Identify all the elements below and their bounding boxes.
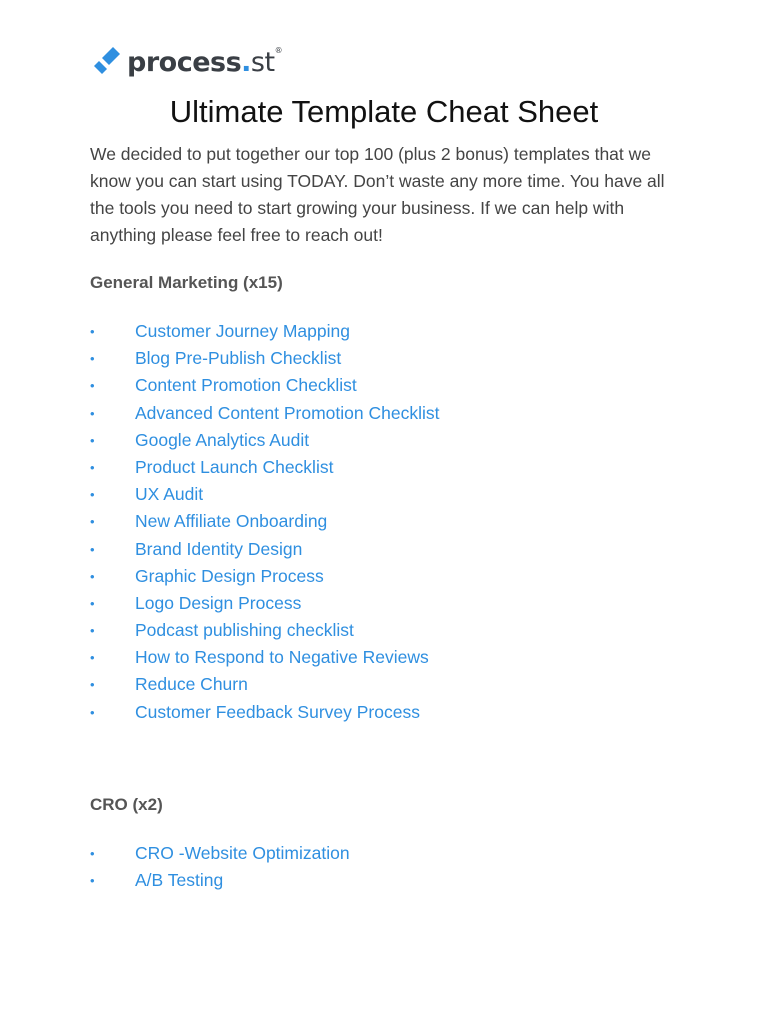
template-link[interactable]: Reduce Churn: [135, 674, 248, 695]
template-link[interactable]: Advanced Content Promotion Checklist: [135, 402, 440, 423]
template-link[interactable]: A/B Testing: [135, 870, 224, 891]
section-heading-general-marketing: General Marketing (x15): [90, 273, 283, 292]
template-link[interactable]: Graphic Design Process: [135, 565, 324, 586]
bullet-icon: •: [90, 324, 95, 339]
template-link[interactable]: Customer Feedback Survey Process: [135, 701, 420, 722]
template-link[interactable]: Google Analytics Audit: [135, 429, 310, 450]
template-link[interactable]: How to Respond to Negative Reviews: [135, 647, 429, 668]
process-st-logo[interactable]: [91, 44, 282, 80]
template-link[interactable]: Brand Identity Design: [135, 538, 303, 559]
bullet-icon: •: [90, 677, 95, 693]
registered-mark: ®: [274, 45, 283, 55]
page-title: Ultimate Template Cheat Sheet: [169, 94, 599, 129]
logo-wordmark: process.st®: [127, 45, 283, 78]
section-heading-cro: CRO (x2): [90, 795, 163, 814]
bullet-icon: •: [90, 351, 95, 367]
bullet-icon: •: [90, 623, 95, 639]
template-link[interactable]: Podcast publishing checklist: [135, 620, 354, 641]
template-link[interactable]: Product Launch Checklist: [135, 456, 334, 477]
bullet-icon: •: [90, 459, 95, 475]
template-link[interactable]: Customer Journey Mapping: [135, 321, 350, 341]
bullet-icon: •: [90, 568, 95, 584]
bullet-icon: •: [90, 704, 95, 720]
bullet-icon: •: [90, 650, 95, 666]
template-link[interactable]: Logo Design Process: [135, 592, 302, 613]
bullet-icon: •: [90, 432, 95, 448]
bullet-icon: •: [90, 378, 95, 394]
process-st-logo-icon: [91, 46, 121, 78]
bullet-icon: •: [90, 514, 95, 530]
template-link[interactable]: New Affiliate Onboarding: [135, 511, 328, 532]
intro-paragraph: We decided to put together our top 100 (plus 2 bonus) templates that we know you can start using TODAY. Don’t waste any more time. You have all the tools you need to start growing your business. If we can help with anything please feel free to reach out!: [90, 144, 665, 245]
bullet-icon: •: [90, 541, 95, 557]
bullet-icon: •: [90, 873, 95, 889]
template-link[interactable]: CRO -Website Optimization: [135, 843, 350, 863]
template-link[interactable]: UX Audit: [135, 484, 204, 505]
bullet-icon: •: [90, 846, 95, 861]
bullet-icon: •: [90, 595, 95, 611]
bullet-icon: •: [90, 487, 95, 503]
template-link[interactable]: Content Promotion Checklist: [135, 375, 357, 396]
bullet-icon: •: [90, 405, 95, 421]
template-link[interactable]: Blog Pre-Publish Checklist: [135, 348, 342, 369]
